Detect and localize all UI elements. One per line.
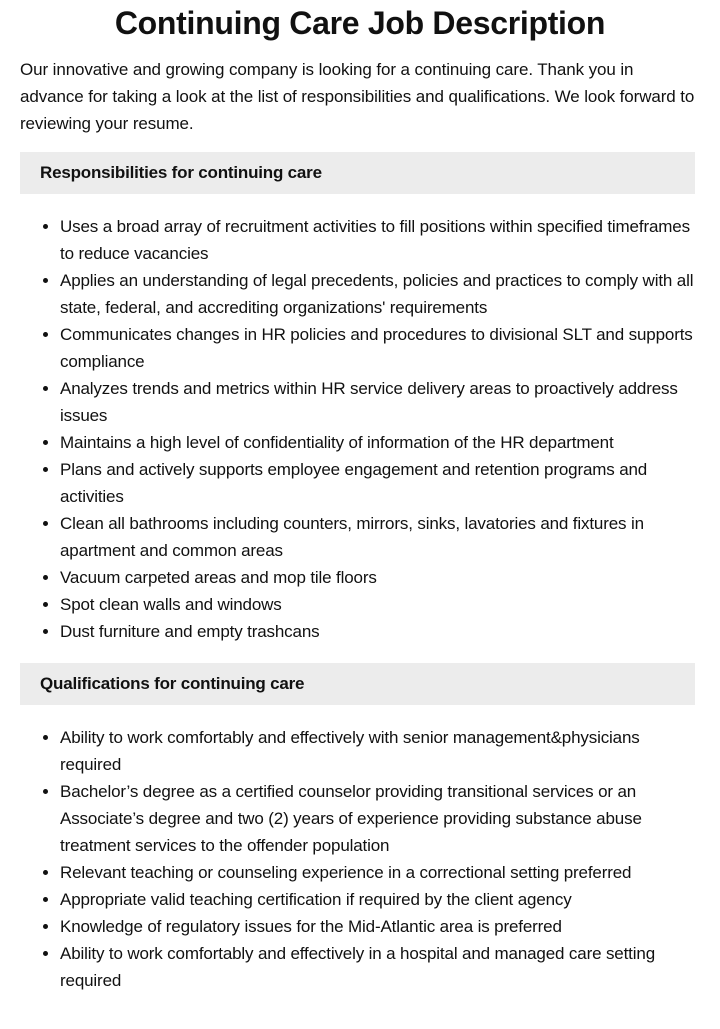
intro-paragraph: Our innovative and growing company is looking for a continuing care. Thank you in advance for taking a look at the list of responsibilities and qualifications. We look forward to reviewing your resume. [20,60,695,133]
page-title: Continuing Care Job Description [114,5,606,41]
list-item: • Clean all bathrooms including counters, mirrors, sinks, lavatories and fixtures in apartment and common areas [60,510,700,564]
responsibilities-list [0,213,700,645]
list-item: • Vacuum carpeted areas and mop tile floors [60,564,700,591]
list-item: • Uses a broad array of recruitment activities to fill positions within specified timeframes to reduce vacancies [60,213,700,267]
list-item: • Analyzes trends and metrics within HR service delivery areas to proactively address issues [60,375,700,429]
list-item: • Applies an understanding of legal precedents, policies and practices to comply with all state, federal, and accrediting organizations' requirements [60,267,700,321]
list-item: • Ability to work comfortably and effectively in a hospital and managed care setting required [60,940,700,994]
list-item: • Bachelor’s degree as a certified counselor providing transitional services or an Associate’s degree and two (2) years of experience providing substance abuse treatment services to the offender population [60,778,700,859]
qualifications-heading: Qualifications for continuing care [20,663,695,705]
list-item: • Plans and actively supports employee engagement and retention programs and activities [60,456,700,510]
responsibilities-heading: Responsibilities for continuing care [20,152,695,194]
list-item: • Appropriate valid teaching certification if required by the client agency [60,886,700,913]
list-item: • Maintains a high level of confidentiality of information of the HR department [60,429,700,456]
qualifications-list [0,724,700,994]
list-item: • Knowledge of regulatory issues for the Mid-Atlantic area is preferred [60,913,700,940]
list-item: • Spot clean walls and windows [60,591,700,618]
list-item: • Ability to work comfortably and effectively with senior management&physicians required [60,724,700,778]
list-item: • Dust furniture and empty trashcans [60,618,700,645]
list-item: • Relevant teaching or counseling experience in a correctional setting preferred [60,859,700,886]
list-item: • Communicates changes in HR policies and procedures to divisional SLT and supports compliance [60,321,700,375]
